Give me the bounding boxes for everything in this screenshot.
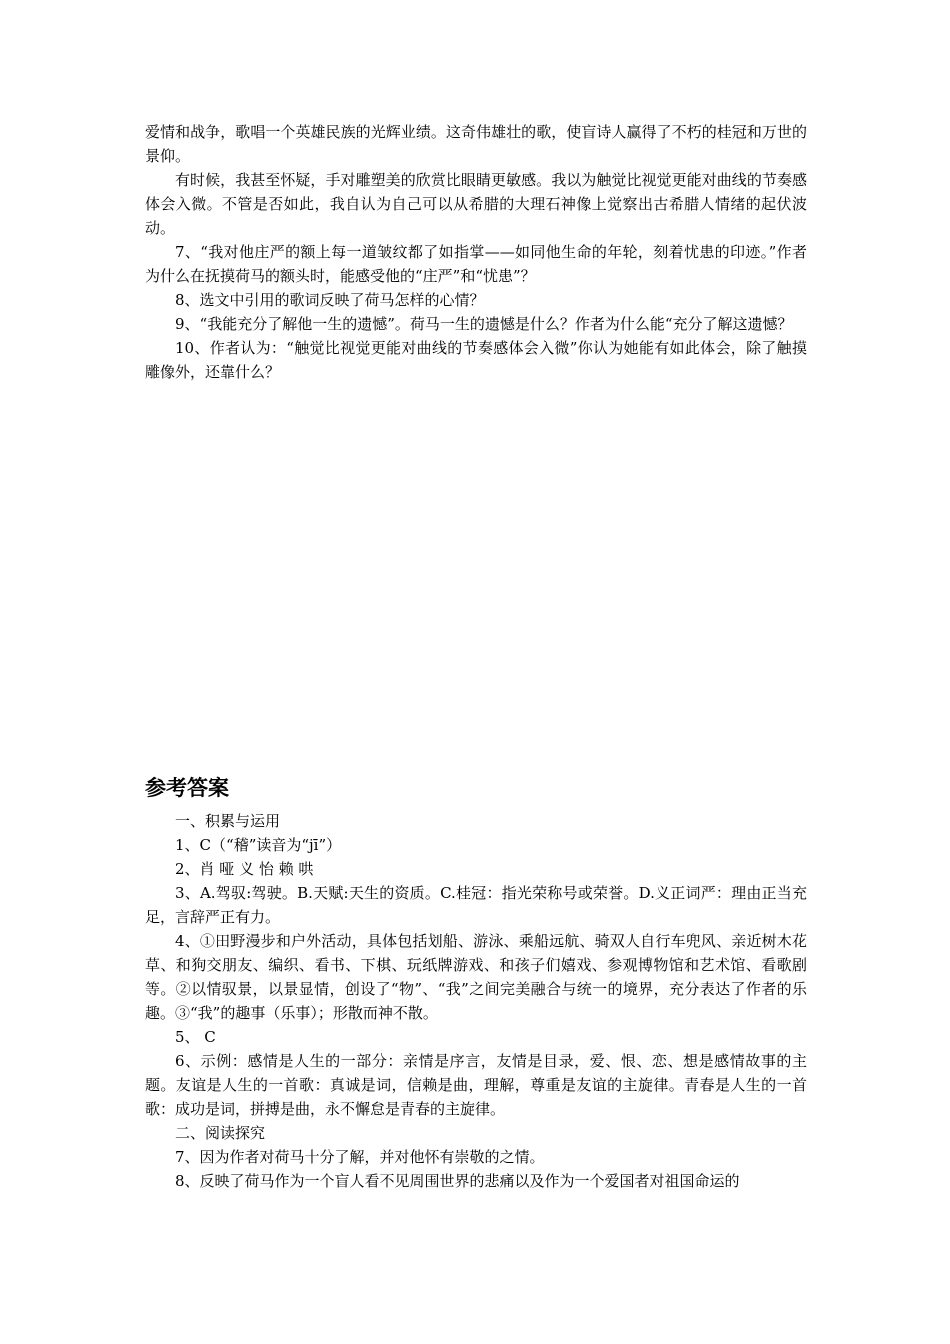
question-item: 7、“我对他庄严的额上每一道皱纹都了如指掌——如同他生命的年轮，刻着忧患的印迹。”作者为什么在抚摸荷马的额头时，能感受他的“庄严”和“忧患”？ <box>145 243 807 285</box>
answer-item: 8、反映了荷马作为一个盲人看不见周围世界的悲痛以及作为一个爱国者对祖国命运的 <box>175 1172 740 1190</box>
answer-section <box>145 809 807 1193</box>
question-item: 9、“我能充分了解他一生的遗憾”。荷马一生的遗憾是什么？作者为什么能“充分了解这遗憾？ <box>175 315 793 333</box>
section-heading: 二、阅读探究 <box>175 1124 266 1142</box>
answer-item: 4、①田野漫步和户外活动，具体包括划船、游泳、乘船远航、骑双人自行车兜风、亲近树木花草、和狗交朋友、编织、看书、下棋、玩纸牌游戏、和孩子们嬉戏、参观博物馆和艺术馆、看歌剧等。②以情驭景，以景显情，创设了“物”、“我”之间完美融合与统一的境界，充分表达了作者的乐趣。③“我”的趣事（乐事）；形散而神不散。 <box>145 932 807 1022</box>
answer-item: 1、C（“稽”读音为“jī”） <box>175 836 342 854</box>
answer-item: 2、肖 哑 义 怡 赖 哄 <box>175 860 314 878</box>
section-heading: 一、积累与运用 <box>175 812 281 830</box>
answer-item: 3、A.驾驭:驾驶。B.天赋:天生的资质。C.桂冠：指光荣称号或荣誉。D.义正词严：理由正当充足，言辞严正有力。 <box>145 884 807 926</box>
answer-item: 6、示例：感情是人生的一部分：亲情是序言，友情是目录，爱、恨、恋、想是感情故事的主题。友谊是人生的一首歌：真诚是词，信赖是曲，理解，尊重是友谊的主旋律。青春是人生的一首歌：成功是词，拼搏是曲，永不懈怠是青春的主旋律。 <box>145 1052 807 1118</box>
question-item: 8、选文中引用的歌词反映了荷马怎样的心情？ <box>175 291 485 309</box>
passage-paragraph: 爱情和战争，歌唱一个英雄民族的光辉业绩。这奇伟雄壮的歌，使盲诗人赢得了不朽的桂冠和万世的景仰。 <box>145 123 807 165</box>
answer-item: 5、 C <box>175 1028 216 1046</box>
answer-item: 7、因为作者对荷马十分了解，并对他怀有崇敬的之情。 <box>175 1148 545 1166</box>
question-item: 10、作者认为：“触觉比视觉更能对曲线的节奏感体会入微”你认为她能有如此体会，除了触摸雕像外，还靠什么？ <box>145 339 807 381</box>
reading-section <box>145 120 807 384</box>
passage-paragraph: 有时候，我甚至怀疑，手对雕塑美的欣赏比眼睛更敏感。我以为触觉比视觉更能对曲线的节奏感体会入微。不管是否如此，我自认为自己可以从希腊的大理石神像上觉察出古希腊人情绪的起伏波动。 <box>145 171 807 237</box>
answer-heading: 参考答案 <box>145 776 229 800</box>
